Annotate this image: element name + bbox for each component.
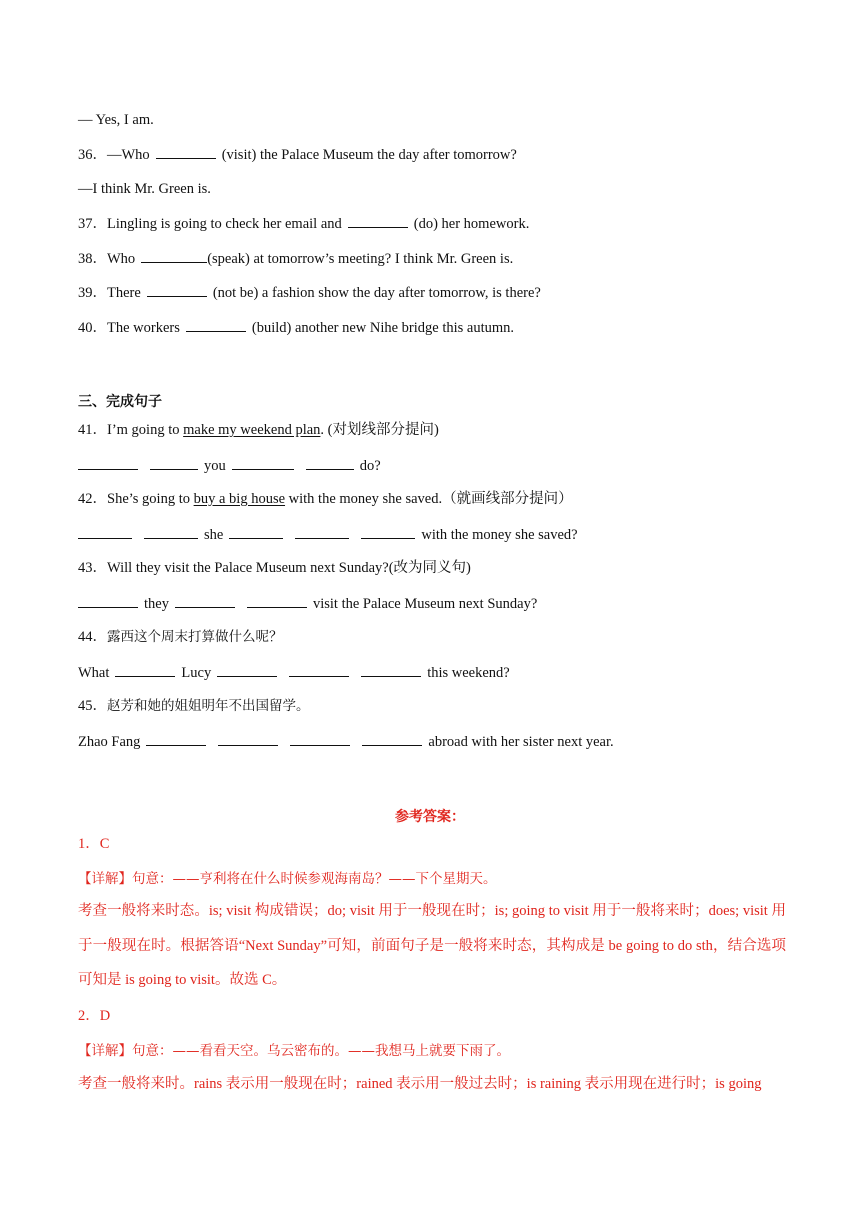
question-38 [78, 248, 790, 269]
fill-blank[interactable] [218, 731, 278, 746]
fill-blank[interactable] [147, 282, 207, 297]
question-number: 42． [78, 491, 107, 507]
question-text: Lingling is going to check her email and [107, 216, 342, 232]
line-text: this weekend? [427, 665, 510, 681]
line-text: Zhao Fang [78, 734, 141, 750]
fill-blank[interactable] [141, 248, 207, 263]
question-39 [78, 282, 790, 303]
question-40 [78, 317, 790, 338]
answer-line-45 [78, 731, 790, 752]
fill-blank[interactable] [156, 144, 216, 159]
answer-line-41 [78, 455, 790, 476]
question-text: (visit) the Palace Museum the day after tomorrow? [221, 147, 517, 163]
line-text: visit the Palace Museum next Sunday? [312, 596, 538, 612]
question-text: . (对划线部分提问) [320, 422, 439, 438]
question-37 [78, 213, 790, 234]
question-41 [78, 420, 790, 440]
question-42 [78, 489, 790, 509]
question-number: 45． [78, 698, 107, 714]
line-text: What [78, 665, 110, 681]
question-text: —Who [107, 147, 150, 163]
line-text: she [204, 527, 224, 543]
question-text: Who [107, 251, 136, 267]
fill-blank[interactable] [78, 593, 138, 608]
line-text: they [144, 596, 169, 612]
fill-blank[interactable] [229, 524, 283, 539]
question-text: with the money she saved.（就画线部分提问） [285, 491, 573, 507]
answer-line-43 [78, 593, 790, 614]
question-number: 44． [78, 629, 107, 645]
question-text: (build) another new Nihe bridge this autumn. [251, 320, 515, 336]
question-text: (do) her homework. [413, 216, 530, 232]
question-text: I’m going to [107, 422, 184, 438]
question-text: Will they visit the Palace Museum next Sunday?(改为同义句) [107, 560, 471, 576]
line-text: you [204, 458, 226, 474]
question-text: 露西这个周末打算做什么呢？ [107, 629, 283, 645]
fill-blank[interactable] [186, 317, 246, 332]
question-text: (speak) at tomorrow’s meeting? I think Mr. Green is. [207, 251, 514, 267]
question-number: 39． [78, 285, 107, 301]
question-text: There [107, 285, 141, 301]
question-43 [78, 558, 790, 578]
fill-blank[interactable] [247, 593, 307, 608]
section-title: 三、完成句子 [78, 394, 162, 410]
answer-line-36: —I think Mr. Green is. [78, 181, 211, 197]
question-text: 赵芳和她的姐姐明年不出国留学。 [107, 698, 310, 714]
underlined-phrase: make my weekend plan [183, 422, 321, 438]
underlined-phrase: buy a big house [193, 491, 286, 507]
fill-blank[interactable] [361, 524, 415, 539]
answer-1-key: 1．C [78, 836, 110, 852]
answers-title: 参考答案： [395, 809, 465, 825]
question-36 [78, 144, 790, 165]
answer-line-42 [78, 524, 790, 545]
question-number: 43． [78, 560, 107, 576]
answer-2-key: 2．D [78, 1008, 111, 1024]
fill-blank[interactable] [146, 731, 206, 746]
fill-blank[interactable] [175, 593, 235, 608]
fill-blank[interactable] [361, 662, 421, 677]
question-number: 36． [78, 147, 107, 163]
question-44 [78, 627, 790, 647]
line-text: abroad with her sister next year. [428, 734, 614, 750]
fill-blank[interactable] [78, 455, 138, 470]
fill-blank[interactable] [348, 213, 408, 228]
fill-blank[interactable] [290, 731, 350, 746]
fill-blank[interactable] [232, 455, 294, 470]
fill-blank[interactable] [295, 524, 349, 539]
fill-blank[interactable] [289, 662, 349, 677]
line-text: Lucy [181, 665, 212, 681]
answer-1-detail: 【详解】句意：——亨利将在什么时候参观海南岛？——下个星期天。 [78, 871, 497, 887]
question-number: 37． [78, 216, 107, 232]
fill-blank[interactable] [115, 662, 175, 677]
line-text: with the money she saved? [421, 527, 578, 543]
fill-blank[interactable] [78, 524, 132, 539]
question-number: 38． [78, 251, 107, 267]
answer-line-35: — Yes, I am. [78, 112, 154, 128]
line-text: do? [359, 458, 381, 474]
question-text: (not be) a fashion show the day after tomorrow, is there? [212, 285, 541, 301]
answer-2-explanation: 考查一般将来时。rains 表示用一般现在时；rained 表示用一般过去时；is raining 表示用现在进行时；is going [78, 1076, 762, 1092]
fill-blank[interactable] [144, 524, 198, 539]
fill-blank[interactable] [217, 662, 277, 677]
question-number: 40． [78, 320, 107, 336]
fill-blank[interactable] [306, 455, 354, 470]
answer-2-detail: 【详解】句意：——看看天空。乌云密布的。——我想马上就要下雨了。 [78, 1043, 510, 1059]
fill-blank[interactable] [150, 455, 198, 470]
fill-blank[interactable] [362, 731, 422, 746]
question-text: The workers [107, 320, 180, 336]
question-45 [78, 696, 790, 716]
question-text: She’s going to [107, 491, 194, 507]
answer-line-44 [78, 662, 790, 683]
answer-1-explanation: 考查一般将来时态。is; visit 构成错误；do; visit 用于一般现在时；is; going to visit 用于一般将来时；does; visit 用于一般现在时。根据答语“Next Sunday”可知，前面句子是一般将来时态，其构成是 be going to do sth，结合选项可知是 is going to visit。故选 C。 [78, 903, 786, 988]
question-number: 41． [78, 422, 107, 438]
